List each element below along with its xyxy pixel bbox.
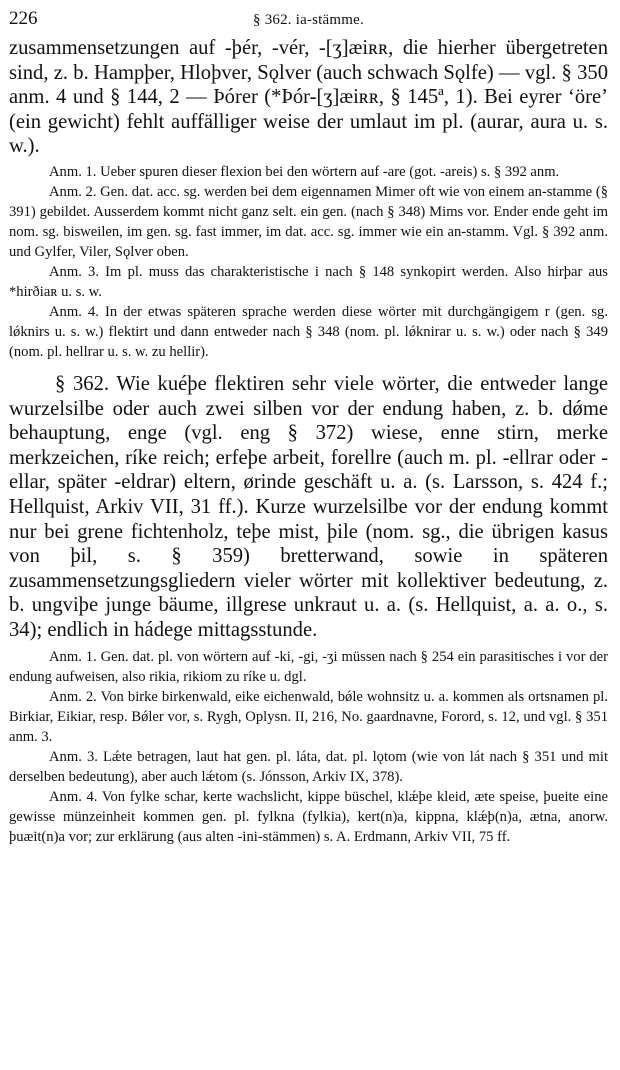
page-header: [9, 6, 608, 36]
page-number: 226: [9, 8, 38, 29]
section-362: § 362. Wie kuéþe flektiren sehr viele wörter, die entweder lange wurzelsilbe oder auch zwei silben vor der endung haben, z. b. dǿme behauptung, enge (vgl. eng § 372) wiese, enne stirn, merke merkzeichen, ríke reich; erfeþe arbeit, forellre (auch m. pl. -ellrar oder -ellar, später -eldrar) eltern, ørinde geschäft u. a. (s. Larsson, s. 424 f.; Hellquist, Arkiv VII, 31 ff.). Kurze wurzelsilbe vor der endung kommt nur bei grene fichtenholz, teþe mist, þile (nom. sg., die übrigen kasus von þil, s. § 359) bretterwand, sowie in späteren zusammensetzungsgliedern vieler wörter mit kollektiver bedeutung, z. b. ungviþe junge bäume, illgrese unkraut u. a. (s. Hellquist, a. a. o., s. 34); endlich in hádege mittagsstunde.: [9, 372, 608, 641]
note-2: Anm. 2. Von birke birkenwald, eike eichenwald, bǿle wohnsitz u. a. kommen als ortsnamen pl. Birkiar, Eikiar, resp. Bǿler vor, s. Rygh, Oplysn. II, 216, No. gaardnavne, Forord, s. 12, und vgl. § 351 anm. 3.: [9, 688, 608, 745]
notes-block-2: [9, 647, 608, 847]
note-4: Anm. 4. In der etwas späteren sprache werden diese wörter mit durchgängigem r (gen. sg. lǿknirs u. s. w.) flektirt und dann entweder nach § 348 (nom. pl. lǿknirar u. s. w.) oder nach § 349 (nom. pl. hellrar u. s. w. zu hellir).: [9, 303, 608, 360]
note-4: Anm. 4. Von fylke schar, kerte wachslicht, kippe büschel, klǽþe kleid, æte speise, þueite eine gewisse münzeinheit kommen gen. pl. fylkna (fylkia), kert(n)a, kippna, klǽþ(n)a, ætna, anorw. þuæit(n)a vor; zur erklärung (aus alten -ini-stämmen) s. A. Erdmann, Arkiv VII, 75 ff.: [9, 788, 608, 845]
top-paragraph: zusammensetzungen auf -þér, -vér, -[ʒ]æiʀʀ, die hierher übergetreten sind, z. b. Hampþer, Hloþver, Sǫlver (auch schwach Sǫlfe) — vgl. § 350 anm. 4 und § 144, 2 — Þórer (*Þór-[ʒ]æiʀʀ, § 145ª, 1). Bei eyrer ‘öre’ (ein gewicht) fehlt auffälliger weise der umlaut im pl. (aurar, aura u. s. w.).: [9, 37, 608, 158]
note-3: Anm. 3. Lǽte betragen, laut hat gen. pl. láta, dat. pl. lǫtom (wie von lát nach § 351 und mit derselben bedeutung), aber auch lǽtom (s. Jónsson, Arkiv IX, 378).: [9, 748, 608, 785]
note-1: Anm. 1. Gen. dat. pl. von wörtern auf -ki, -gi, -ʒi müssen nach § 254 ein parasitisches i vor der endung aufweisen, also rikia, rikiom zu ríke u. dgl.: [9, 648, 608, 685]
notes-block-1: [9, 162, 608, 362]
note-2: Anm. 2. Gen. dat. acc. sg. werden bei dem eigennamen Mimer oft wie von einem an-stamme (§ 391) gebildet. Ausserdem kommt nicht ganz selt. ein gen. (nach § 348) Mims vor. Ender ende geht im nom. sg. bisweilen, im gen. sg. fast immer, im dat. acc. sg. immer wie ein an-stamm. Vgl. § 392 anm. und Gylfer, Viler, Sǫlver oben.: [9, 183, 608, 260]
note-3: Anm. 3. Im pl. muss das charakteristische i nach § 148 synkopirt werden. Also hirþar aus *hirðiaʀ u. s. w.: [9, 263, 608, 300]
running-title: § 362. ia-stämme.: [253, 12, 364, 28]
note-1: Anm. 1. Ueber spuren dieser flexion bei den wörtern auf -are (got. -areis) s. § 392 anm.: [49, 163, 560, 180]
